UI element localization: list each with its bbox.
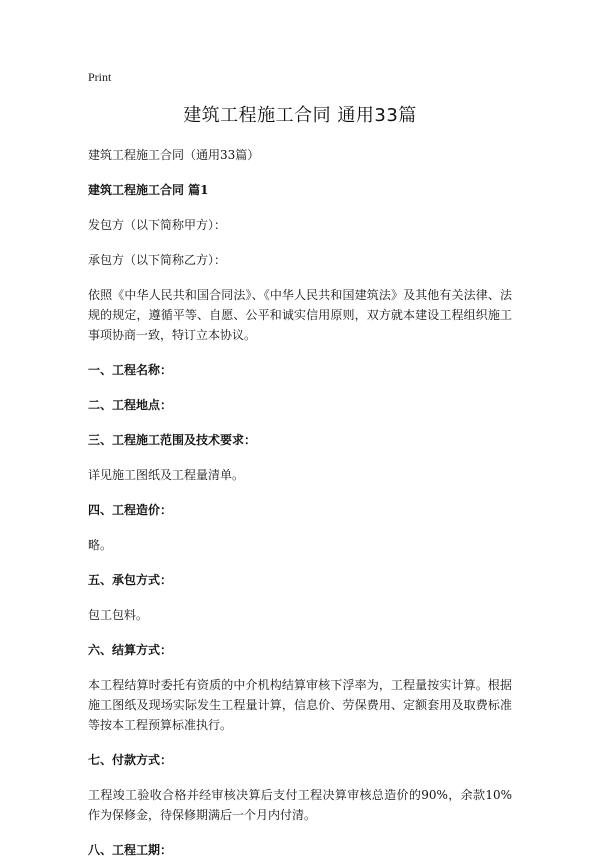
document-subtitle: 建筑工程施工合同（通用33篇） [88,148,260,162]
clause-heading-duration: 八、工程工期： [88,843,173,857]
party-b-line: 承包方（以下简称乙方）： [88,253,227,267]
clause-body-scope: 详见施工图纸及工程量清单。 [88,468,245,482]
clause-heading-project-name: 一、工程名称： [88,363,173,377]
clause-heading-project-location: 二、工程地点： [88,398,173,412]
clause-heading-contract-mode: 五、承包方式： [88,573,173,587]
clause-body-settlement: 本工程结算时委托有资质的中介机构结算审核下浮率为，工程量按实计算。根据施工图纸及现场实际发生工程量计算，信息价、劳保费用、定额套用及取费标准等按本工程预算标准执行。 [88,678,512,732]
clause-body-contract-mode: 包工包料。 [88,608,149,622]
clause-heading-settlement: 六、结算方式： [88,643,173,657]
clause-heading-scope: 三、工程施工范围及技术要求： [88,433,257,447]
party-a-line: 发包方（以下简称甲方）： [88,218,227,232]
print-link[interactable]: Print [88,70,112,84]
clause-heading-payment: 七、付款方式： [88,753,173,767]
clause-heading-cost: 四、工程造价： [88,503,173,517]
document-title: 建筑工程施工合同 通用33篇 [183,105,417,126]
clause-body-payment: 工程竣工验收合格并经审核决算后支付工程决算审核总造价的90%，余款10%作为保修金，待保修期满后一个月内付清。 [88,788,512,822]
section-heading: 建筑工程施工合同 篇1 [88,183,209,197]
preamble-paragraph: 依照《中华人民共和国合同法》、《中华人民共和国建筑法》及其他有关法律、法规的规定，遵循平等、自愿、公平和诚实信用原则，双方就本建设工程组织施工事项协商一致，特订立本协议。 [88,288,512,342]
clause-body-cost: 略。 [88,538,113,552]
